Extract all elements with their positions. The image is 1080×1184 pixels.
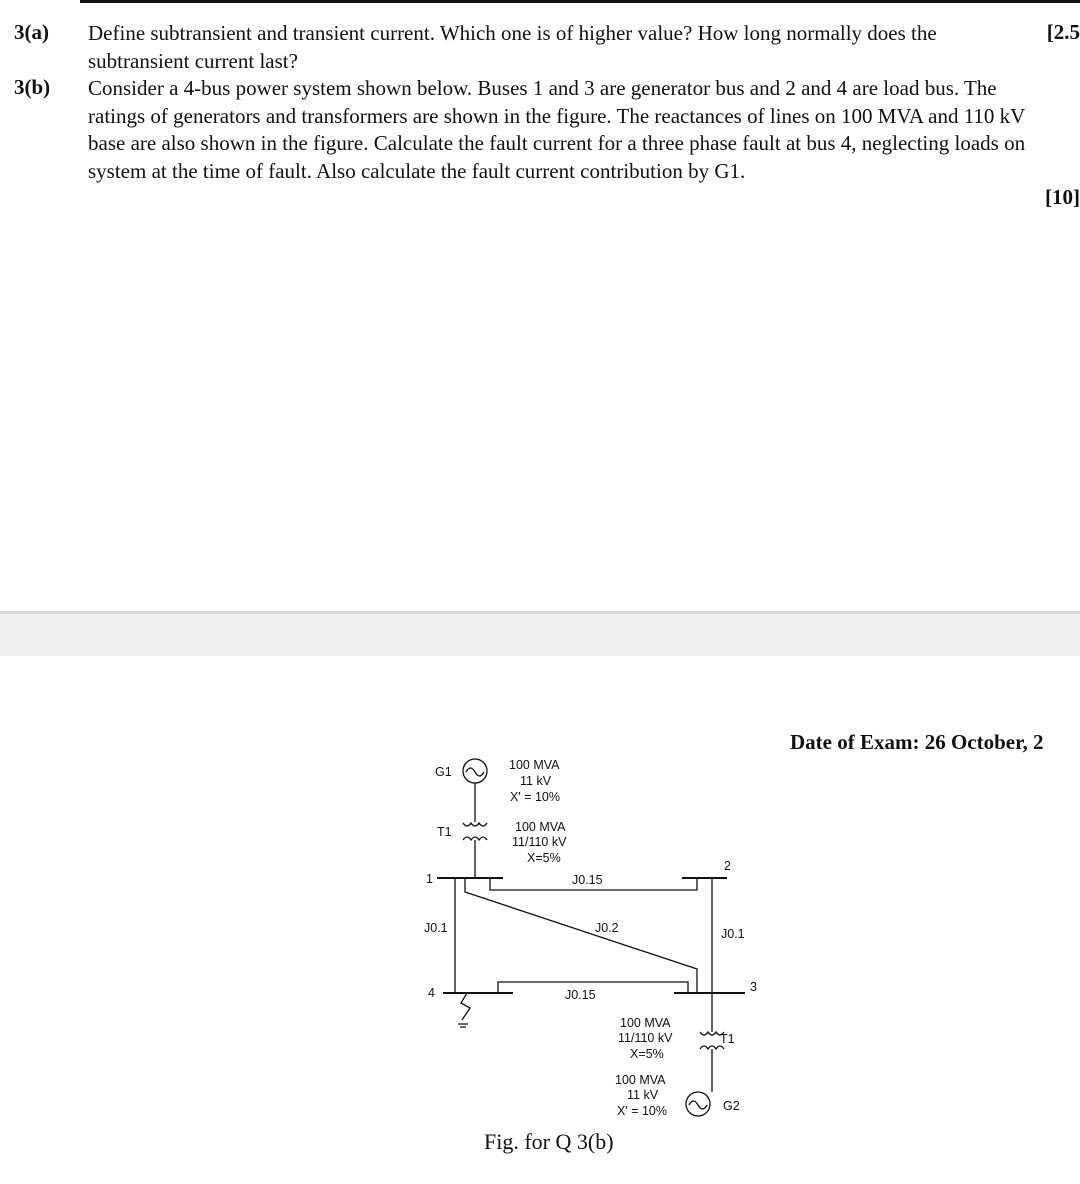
question-3a-marks: [2.5: [1046, 20, 1080, 44]
g1-rating: 100 MVA: [509, 758, 560, 772]
g2-reactance: X' = 10%: [617, 1104, 667, 1118]
g1-reactance: X' = 10%: [510, 790, 560, 804]
t1-bottom-ratio: 11/110 kV: [618, 1031, 673, 1045]
bus-3-label: 3: [750, 980, 757, 994]
bus-2-label: 2: [724, 859, 731, 873]
t1-top-winding-upper: [463, 823, 487, 826]
t1-top-winding-lower: [463, 837, 487, 840]
t1-top-reactance: X=5%: [527, 851, 561, 865]
question-3b-marks: [10]: [1045, 185, 1080, 209]
g2-voltage: 11 kV: [627, 1088, 659, 1102]
g1-sine-icon: [466, 768, 484, 776]
fault-symbol-icon: [458, 993, 470, 1027]
line-1-3: [465, 878, 697, 993]
exam-date: Date of Exam: 26 October, 2: [790, 730, 1044, 754]
question-3b-label: 3(b): [14, 75, 51, 99]
t1-bottom-reactance: X=5%: [630, 1047, 664, 1061]
g1-voltage: 11 kV: [520, 774, 552, 788]
g1-name: G1: [435, 765, 452, 779]
question-3a-label: 3(a): [14, 20, 49, 44]
line-1-3-reactance: J0.2: [595, 921, 619, 935]
g2-name: G2: [723, 1099, 740, 1113]
t1-top-name: T1: [437, 825, 452, 839]
line-1-2-reactance: J0.15: [572, 873, 603, 887]
bus-1-label: 1: [426, 872, 433, 886]
line-1-4-reactance: J0.1: [424, 921, 448, 935]
t1-bottom-rating: 100 MVA: [620, 1016, 671, 1030]
g2-rating: 100 MVA: [615, 1073, 666, 1087]
t1-bottom-name: T1: [720, 1032, 735, 1046]
bus-4-label: 4: [428, 986, 435, 1000]
question-3b-text: Consider a 4-bus power system shown below. Buses 1 and 3 are generator bus and 2 and 4 are load bus. The ratings of generators and transformers are shown in the figure. The reactances of lines on 100 MVA and 110 kV base are also shown in the figure. Calculate the fault current for a three phase fault at bus 4, neglecting loads on system at the time of fault. Also calculate the fault current contribution by G1.: [88, 76, 1026, 183]
t1-top-rating: 100 MVA: [515, 820, 566, 834]
t1-bottom-winding-lower: [700, 1046, 724, 1049]
figure-caption: Fig. for Q 3(b): [484, 1129, 614, 1154]
line-2-3-reactance: J0.1: [721, 927, 745, 941]
t1-top-ratio: 11/110 kV: [512, 835, 567, 849]
question-3a-text: Define subtransient and transient current. Which one is of higher value? How long normally does the subtransient current last?: [88, 21, 937, 73]
line-4-3-reactance: J0.15: [565, 988, 596, 1002]
g2-sine-icon: [689, 1101, 707, 1109]
